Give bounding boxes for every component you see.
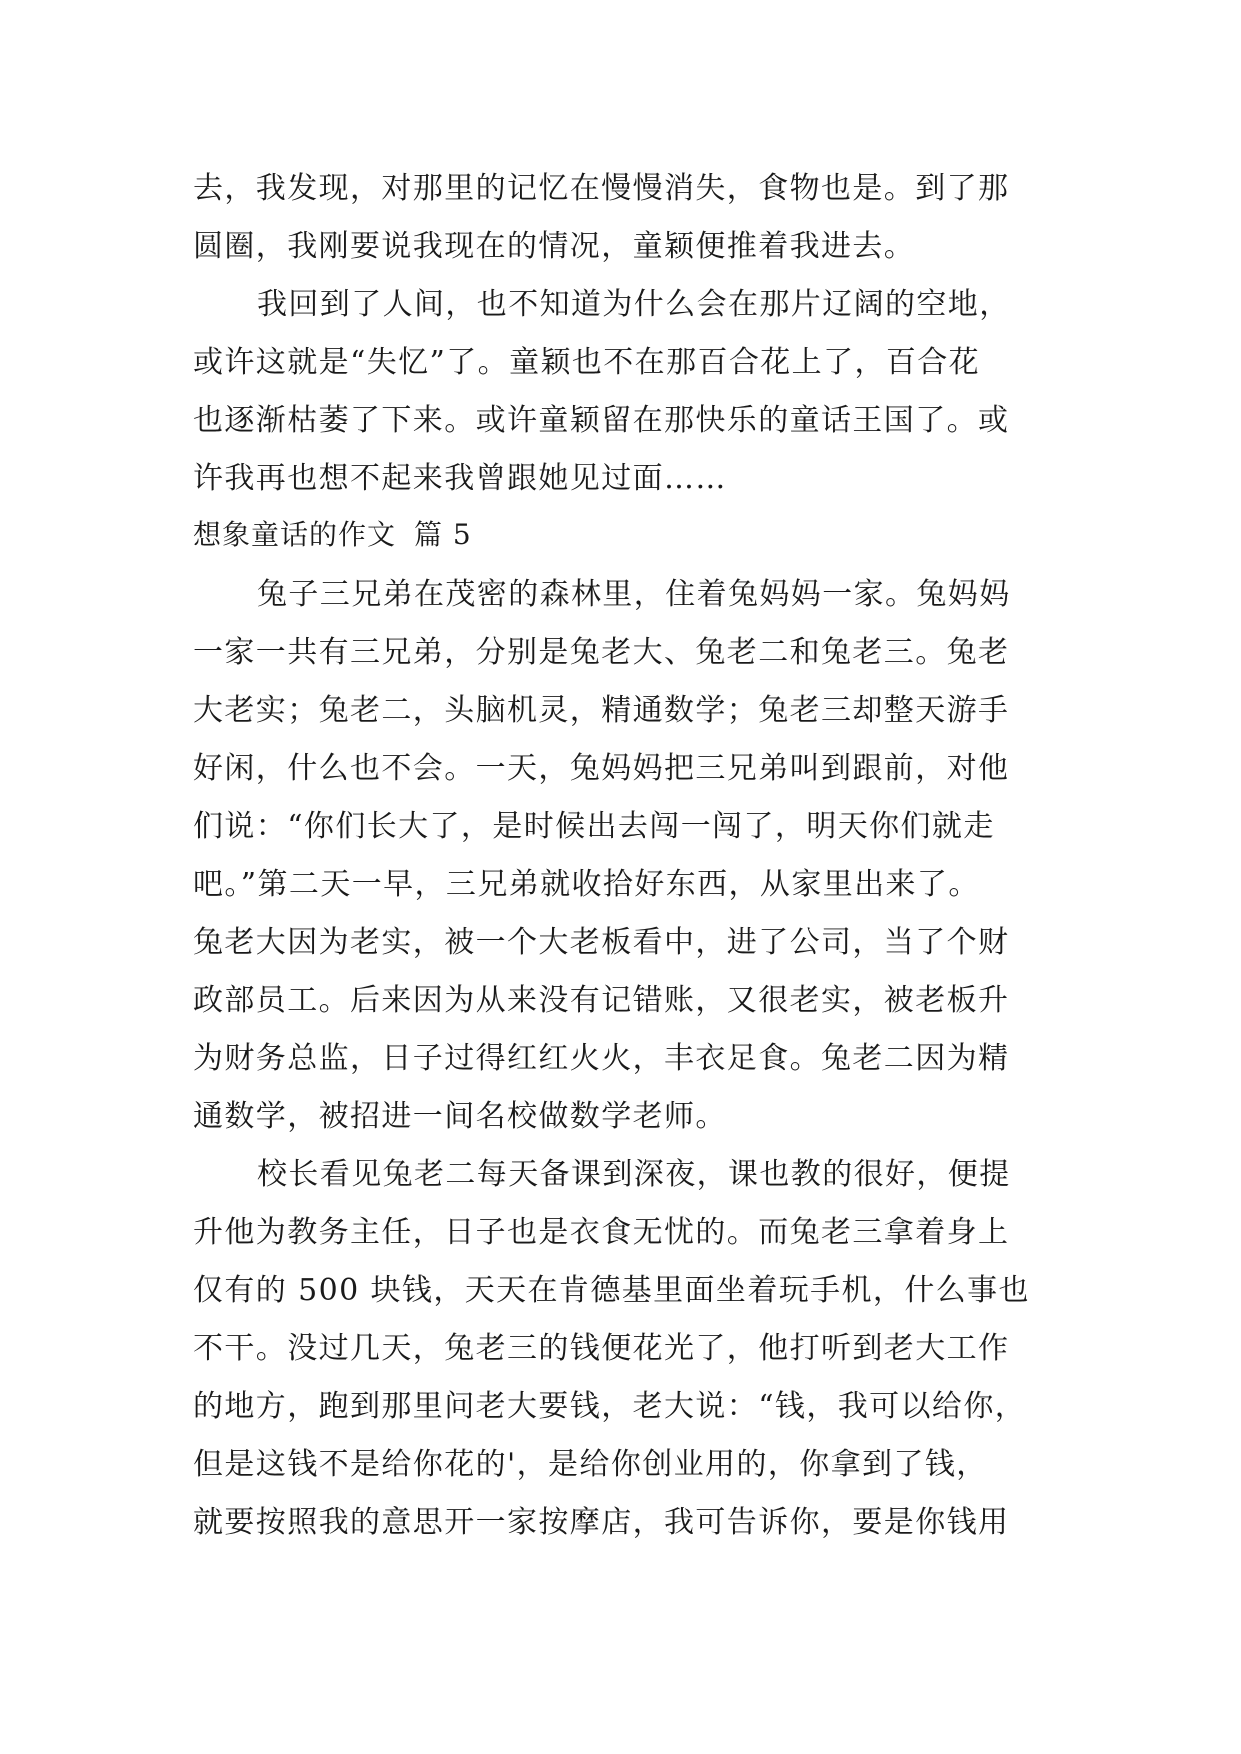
- text-line: 好闲，什么也不会。一天，兔妈妈把三兄弟叫到跟前，对他: [193, 751, 1010, 786]
- text-line: 许我再也想不起来我曾跟她见过面……: [193, 461, 727, 496]
- text-line: 大老实；兔老二，头脑机灵，精通数学；兔老三却整天游手: [193, 693, 1010, 728]
- paragraph-return-to-earth: [193, 276, 1073, 508]
- section-part-number: 篇 5: [414, 518, 472, 551]
- text-line: 兔子三兄弟在茂密的森林里，住着兔妈妈一家。兔妈妈: [257, 577, 1011, 612]
- paragraph-continuation: [193, 160, 1073, 276]
- text-line: 去，我发现，对那里的记忆在慢慢消失，食物也是。到了那: [193, 171, 1010, 206]
- text-line: 升他为教务主任，日子也是衣食无忧的。而兔老三拿着身上: [193, 1215, 1010, 1250]
- text-line: 政部员工。后来因为从来没有记错账，又很老实，被老板升: [193, 983, 1010, 1018]
- text-line: 不干。没过几天，兔老三的钱便花光了，他打听到老大工作: [193, 1331, 1010, 1366]
- text-line: 就要按照我的意思开一家按摩店，我可告诉你，要是你钱用: [193, 1505, 1010, 1540]
- text-line: 校长看见兔老二每天备课到深夜，课也教的很好，便提: [257, 1157, 1011, 1192]
- text-line: 为财务总监，日子过得红红火火，丰衣足食。兔老二因为精: [193, 1041, 1010, 1076]
- section-title: 想象童话的作文: [193, 518, 397, 551]
- text-line: 我回到了人间，也不知道为什么会在那片辽阔的空地，: [257, 287, 1011, 322]
- text-line: 吧。”第二天一早，三兄弟就收拾好东西，从家里出来了。: [193, 867, 980, 902]
- text-line: 仅有的 500 块钱，天天在肯德基里面坐着玩手机，什么事也: [193, 1273, 1030, 1308]
- section-heading: [193, 510, 1073, 560]
- text-line: 或许这就是“失忆”了。童颖也不在那百合花上了，百合花: [193, 345, 981, 380]
- text-line: 的地方，跑到那里问老大要钱，老大说：“钱，我可以给你，: [193, 1389, 1027, 1424]
- text-line: 一家一共有三兄弟，分别是兔老大、兔老二和兔老三。兔老: [193, 635, 1010, 670]
- text-line: 通数学，被招进一间名校做数学老师。: [193, 1099, 727, 1134]
- paragraph-principal: [193, 1146, 1073, 1552]
- document-page: [193, 160, 1073, 1552]
- text-line: 兔老大因为老实，被一个大老板看中，进了公司，当了个财: [193, 925, 1010, 960]
- paragraph-three-brothers: [193, 566, 1073, 1146]
- text-line: 也逐渐枯萎了下来。或许童颖留在那快乐的童话王国了。或: [193, 403, 1010, 438]
- text-line: 但是这钱不是给你花的'，是给你创业用的，你拿到了钱，: [193, 1447, 988, 1482]
- text-line: 们说：“你们长大了，是时候出去闯一闯了，明天你们就走: [193, 809, 995, 844]
- text-line: 圆圈，我刚要说我现在的情况，童颖便推着我进去。: [193, 229, 916, 264]
